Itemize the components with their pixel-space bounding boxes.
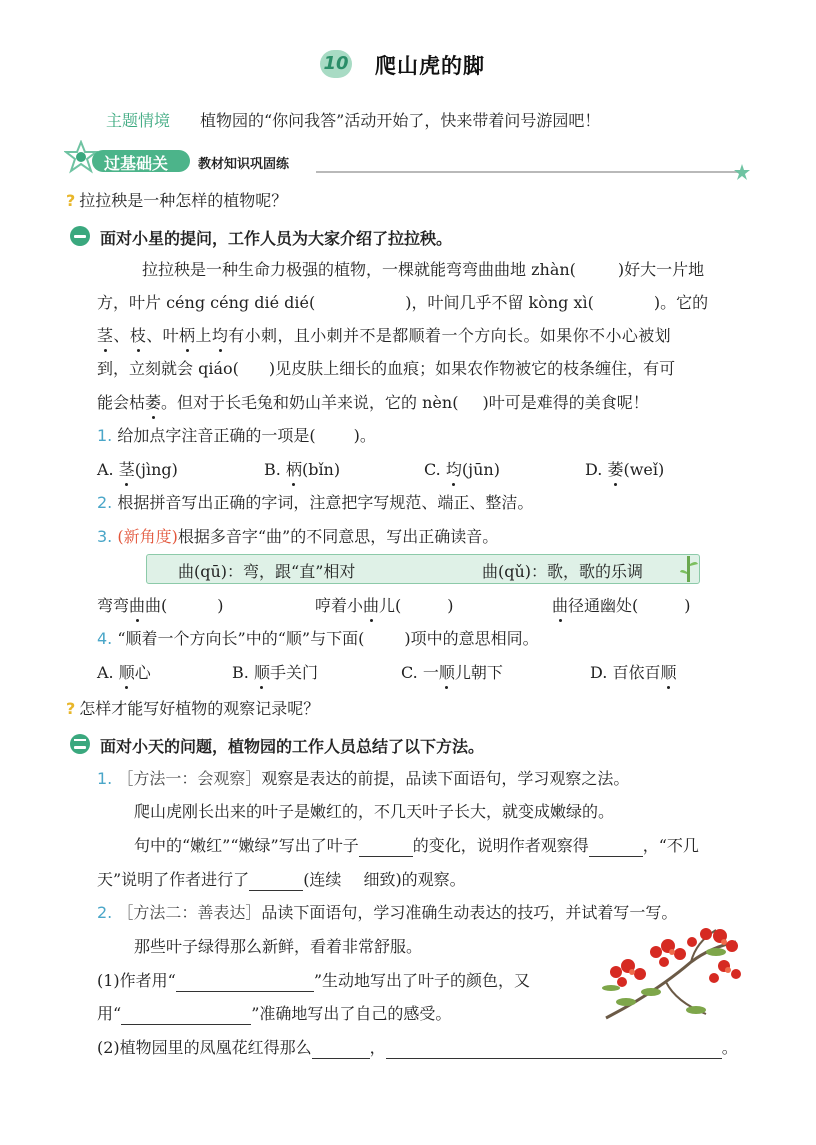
question-mark-icon: ?	[66, 191, 76, 210]
question-prompt-2: ? 怎样才能写好植物的观察记录呢？	[66, 699, 320, 718]
q3-item-3: 曲径通幽处( )	[552, 596, 691, 615]
passage-line-2: 方，叶片 céng céng dié dié( )，叶间几乎不留 kòng xì( )。它的	[97, 293, 709, 312]
question-mark-icon: ?	[66, 699, 76, 718]
q3-item-1: 弯弯曲曲( )	[97, 596, 224, 615]
q1: 1. 给加点字注音正确的一项是( )。	[97, 426, 376, 445]
answer-blank[interactable]	[176, 973, 314, 992]
phoenix-flower-illustration	[596, 922, 746, 1022]
passage-line-5: 能会枯萎。但对于长毛兔和奶山羊来说，它的 nèn( )叶可是难得的美食呢！	[97, 393, 649, 412]
q1-option-a[interactable]: A. 茎(jìng)	[97, 460, 178, 479]
banner-subtitle: 教材知识巩固练	[198, 157, 290, 172]
lesson-number: 10	[323, 53, 349, 74]
method-2-q1-line-2: 用“ ”准确地写出了自己的感受。	[97, 1004, 452, 1023]
banner-star-end-icon	[734, 164, 750, 180]
answer-blank[interactable]	[312, 1040, 370, 1059]
method-1-quote: 爬山虎刚长出来的叶子是嫩红的，不几天叶子长大，就变成嫩绿的。	[134, 802, 615, 821]
answer-blank[interactable]	[249, 872, 303, 891]
section-one-title: 面对小星的提问，工作人员为大家介绍了拉拉秧。	[100, 229, 453, 248]
section-two-icon	[70, 734, 90, 754]
q2: 2. 根据拼音写出正确的字词，注意把字写规范、端正、整洁。	[97, 493, 534, 512]
q1-option-d[interactable]: D. 萎(weǐ)	[585, 460, 665, 479]
section-two-title: 面对小天的问题，植物园的工作人员总结了以下方法。	[100, 737, 485, 756]
method-2-q2: (2)植物园里的凤凰花红得那么 ， 。	[97, 1038, 738, 1057]
answer-blank[interactable]	[386, 1040, 722, 1059]
method-2: 2. ［方法二：善表达］品读下面语句，学习准确生动表达的技巧，并试着写一写。	[97, 903, 678, 922]
q3: 3. (新角度)根据多音字“曲”的不同意思，写出正确读音。	[97, 527, 499, 546]
method-2-quote: 那些叶子绿得那么新鲜，看着非常舒服。	[134, 937, 423, 956]
banner-line	[316, 171, 738, 173]
q4-option-a[interactable]: A. 顺心	[97, 663, 151, 682]
question-prompt-1: ? 拉拉秧是一种怎样的植物呢？	[66, 191, 288, 210]
q4: 4. “顺着一个方向长”中的“顺”与下面( )项中的意思相同。	[97, 629, 539, 648]
method-1: 1. ［方法一：会观察］观察是表达的前提，品读下面语句，学习观察之法。	[97, 769, 630, 788]
theme-label: 主题情境	[106, 111, 171, 130]
theme-text: 植物园的“你问我答”活动开始了，快来带着问号游园吧！	[200, 111, 601, 130]
q4-option-d[interactable]: D. 百依百顺	[590, 663, 677, 682]
answer-blank[interactable]	[359, 838, 413, 857]
lesson-title: 爬山虎的脚	[375, 54, 485, 78]
answer-blank[interactable]	[121, 1006, 251, 1025]
polyphone-left: 曲(qū)：弯，跟“直”相对	[178, 562, 356, 581]
bamboo-icon	[680, 556, 698, 582]
method-2-q1-line-1: (1)作者用“ ”生动地写出了叶子的颜色，又	[97, 971, 531, 990]
method-1-line-2: 天”说明了作者进行了 (连续 细致)的观察。	[97, 870, 466, 889]
q4-option-b[interactable]: B. 顺手关门	[232, 663, 318, 682]
answer-blank[interactable]	[589, 838, 643, 857]
q3-item-2: 哼着小曲儿( )	[315, 596, 454, 615]
polyphone-right: 曲(qǔ)：歌，歌的乐调	[482, 562, 644, 581]
section-one-icon	[70, 226, 90, 246]
passage-line-3: 茎、枝、叶柄上均有小刺，且小刺并不是都顺着一个方向长。如果你不小心被划	[97, 326, 672, 345]
banner-label: 过基础关	[104, 154, 169, 173]
passage-line-4: 到，立刻就会 qiáo( )见皮肤上细长的血痕；如果农作物被它的枝条缠住，有可	[97, 359, 676, 378]
method-1-line-1: 句中的“嫩红”“嫩绿”写出了叶子 的变化，说明作者观察得 ，“不几	[134, 836, 699, 855]
q4-option-c[interactable]: C. 一顺儿朝下	[401, 663, 503, 682]
q1-option-c[interactable]: C. 均(jūn)	[424, 460, 500, 479]
passage-line-1: 拉拉秧是一种生命力极强的植物，一棵就能弯弯曲曲地 zhàn( )好大一片地	[142, 260, 705, 279]
q1-option-b[interactable]: B. 柄(bǐn)	[264, 460, 341, 479]
